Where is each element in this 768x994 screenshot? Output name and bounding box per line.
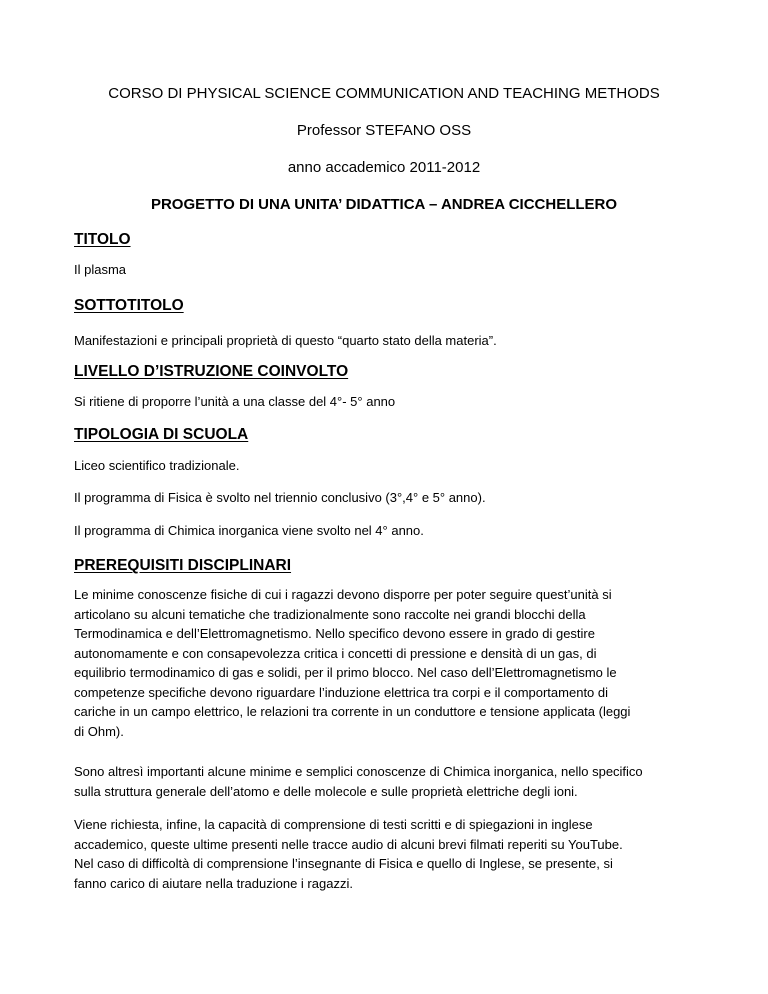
sottotitolo-text: Manifestazioni e principali proprietà di questo “quarto stato della materia”. <box>74 333 497 348</box>
paragraph-line: competenze specifiche devono riguardare l’induzione elettrica tra corpi e il comportamento di <box>74 684 609 700</box>
livello-text: Si ritiene di proporre l’unità a una classe del 4°- 5° anno <box>74 394 396 409</box>
titolo-text: Il plasma <box>74 262 127 277</box>
tipologia-line: Il programma di Fisica è svolto nel triennio conclusivo (3°,4° e 5° anno). <box>74 490 486 505</box>
prerequisiti-paragraph-3 <box>74 815 704 893</box>
tipologia-line: Liceo scientifico tradizionale. <box>74 458 240 473</box>
prerequisiti-paragraph-1 <box>74 585 704 741</box>
heading-sottotitolo: SOTTOTITOLO <box>74 297 184 314</box>
tipologia-line: Il programma di Chimica inorganica viene svolto nel 4° anno. <box>74 523 424 538</box>
academic-year: anno accademico 2011-2012 <box>287 159 481 176</box>
paragraph-line: Nel caso di difficoltà di comprensione l’insegnante di Fisica e quello di Inglese, se presente, si <box>74 856 613 871</box>
paragraph-line: equilibrio termodinamico di gas e solidi, per il primo blocco. Nel caso dell’Elettromagnetismo le <box>74 665 617 680</box>
heading-livello: LIVELLO D’ISTRUZIONE COINVOLTO <box>74 363 349 380</box>
professor-line: Professor STEFANO OSS <box>296 122 472 139</box>
paragraph-line: Sono altresì importanti alcune minime e semplici conoscenze di Chimica inorganica, nello specifico <box>74 764 643 779</box>
paragraph-line: fanno carico di aiutare nella traduzione i ragazzi. <box>74 875 353 891</box>
project-title: PROGETTO DI UNA UNITA’ DIDATTICA – ANDREA CICCHELLERO <box>150 196 618 213</box>
heading-prerequisiti: PREREQUISITI DISCIPLINARI <box>74 557 292 574</box>
course-title: CORSO DI PHYSICAL SCIENCE COMMUNICATION AND TEACHING METHODS <box>108 85 660 102</box>
prerequisiti-paragraph-2 <box>74 762 704 801</box>
paragraph-line: di Ohm). <box>74 723 124 739</box>
paragraph-line: cariche in un campo elettrico, le relazioni tra corrente in un conduttore e tensione applicata (leggi <box>74 704 631 719</box>
paragraph-line: Viene richiesta, infine, la capacità di comprensione di testi scritti e di spiegazioni in inglese <box>74 817 593 832</box>
paragraph-line: autonomamente e con consapevolezza critica i concetti di pressione e densità di un gas, di <box>74 645 597 661</box>
paragraph-line: Termodinamica e dell’Elettromagnetismo. Nello specifico devono essere in grado di gestire <box>74 626 595 641</box>
paragraph-line: Le minime conoscenze fisiche di cui i ragazzi devono disporre per poter seguire quest’unità si <box>74 587 612 602</box>
paragraph-line: sulla struttura generale dell’atomo e delle molecole e sulle proprietà elettriche degli ioni. <box>74 783 578 799</box>
paragraph-line: accademico, queste ultime presenti nelle tracce audio di alcuni brevi filmati reperiti su YouTube. <box>74 836 623 852</box>
paragraph-line: articolano su alcuni tematiche che tradizionalmente sono raccolte nei grandi blocchi della <box>74 606 586 622</box>
heading-titolo: TITOLO <box>74 231 131 248</box>
heading-tipologia: TIPOLOGIA DI SCUOLA <box>74 426 249 443</box>
